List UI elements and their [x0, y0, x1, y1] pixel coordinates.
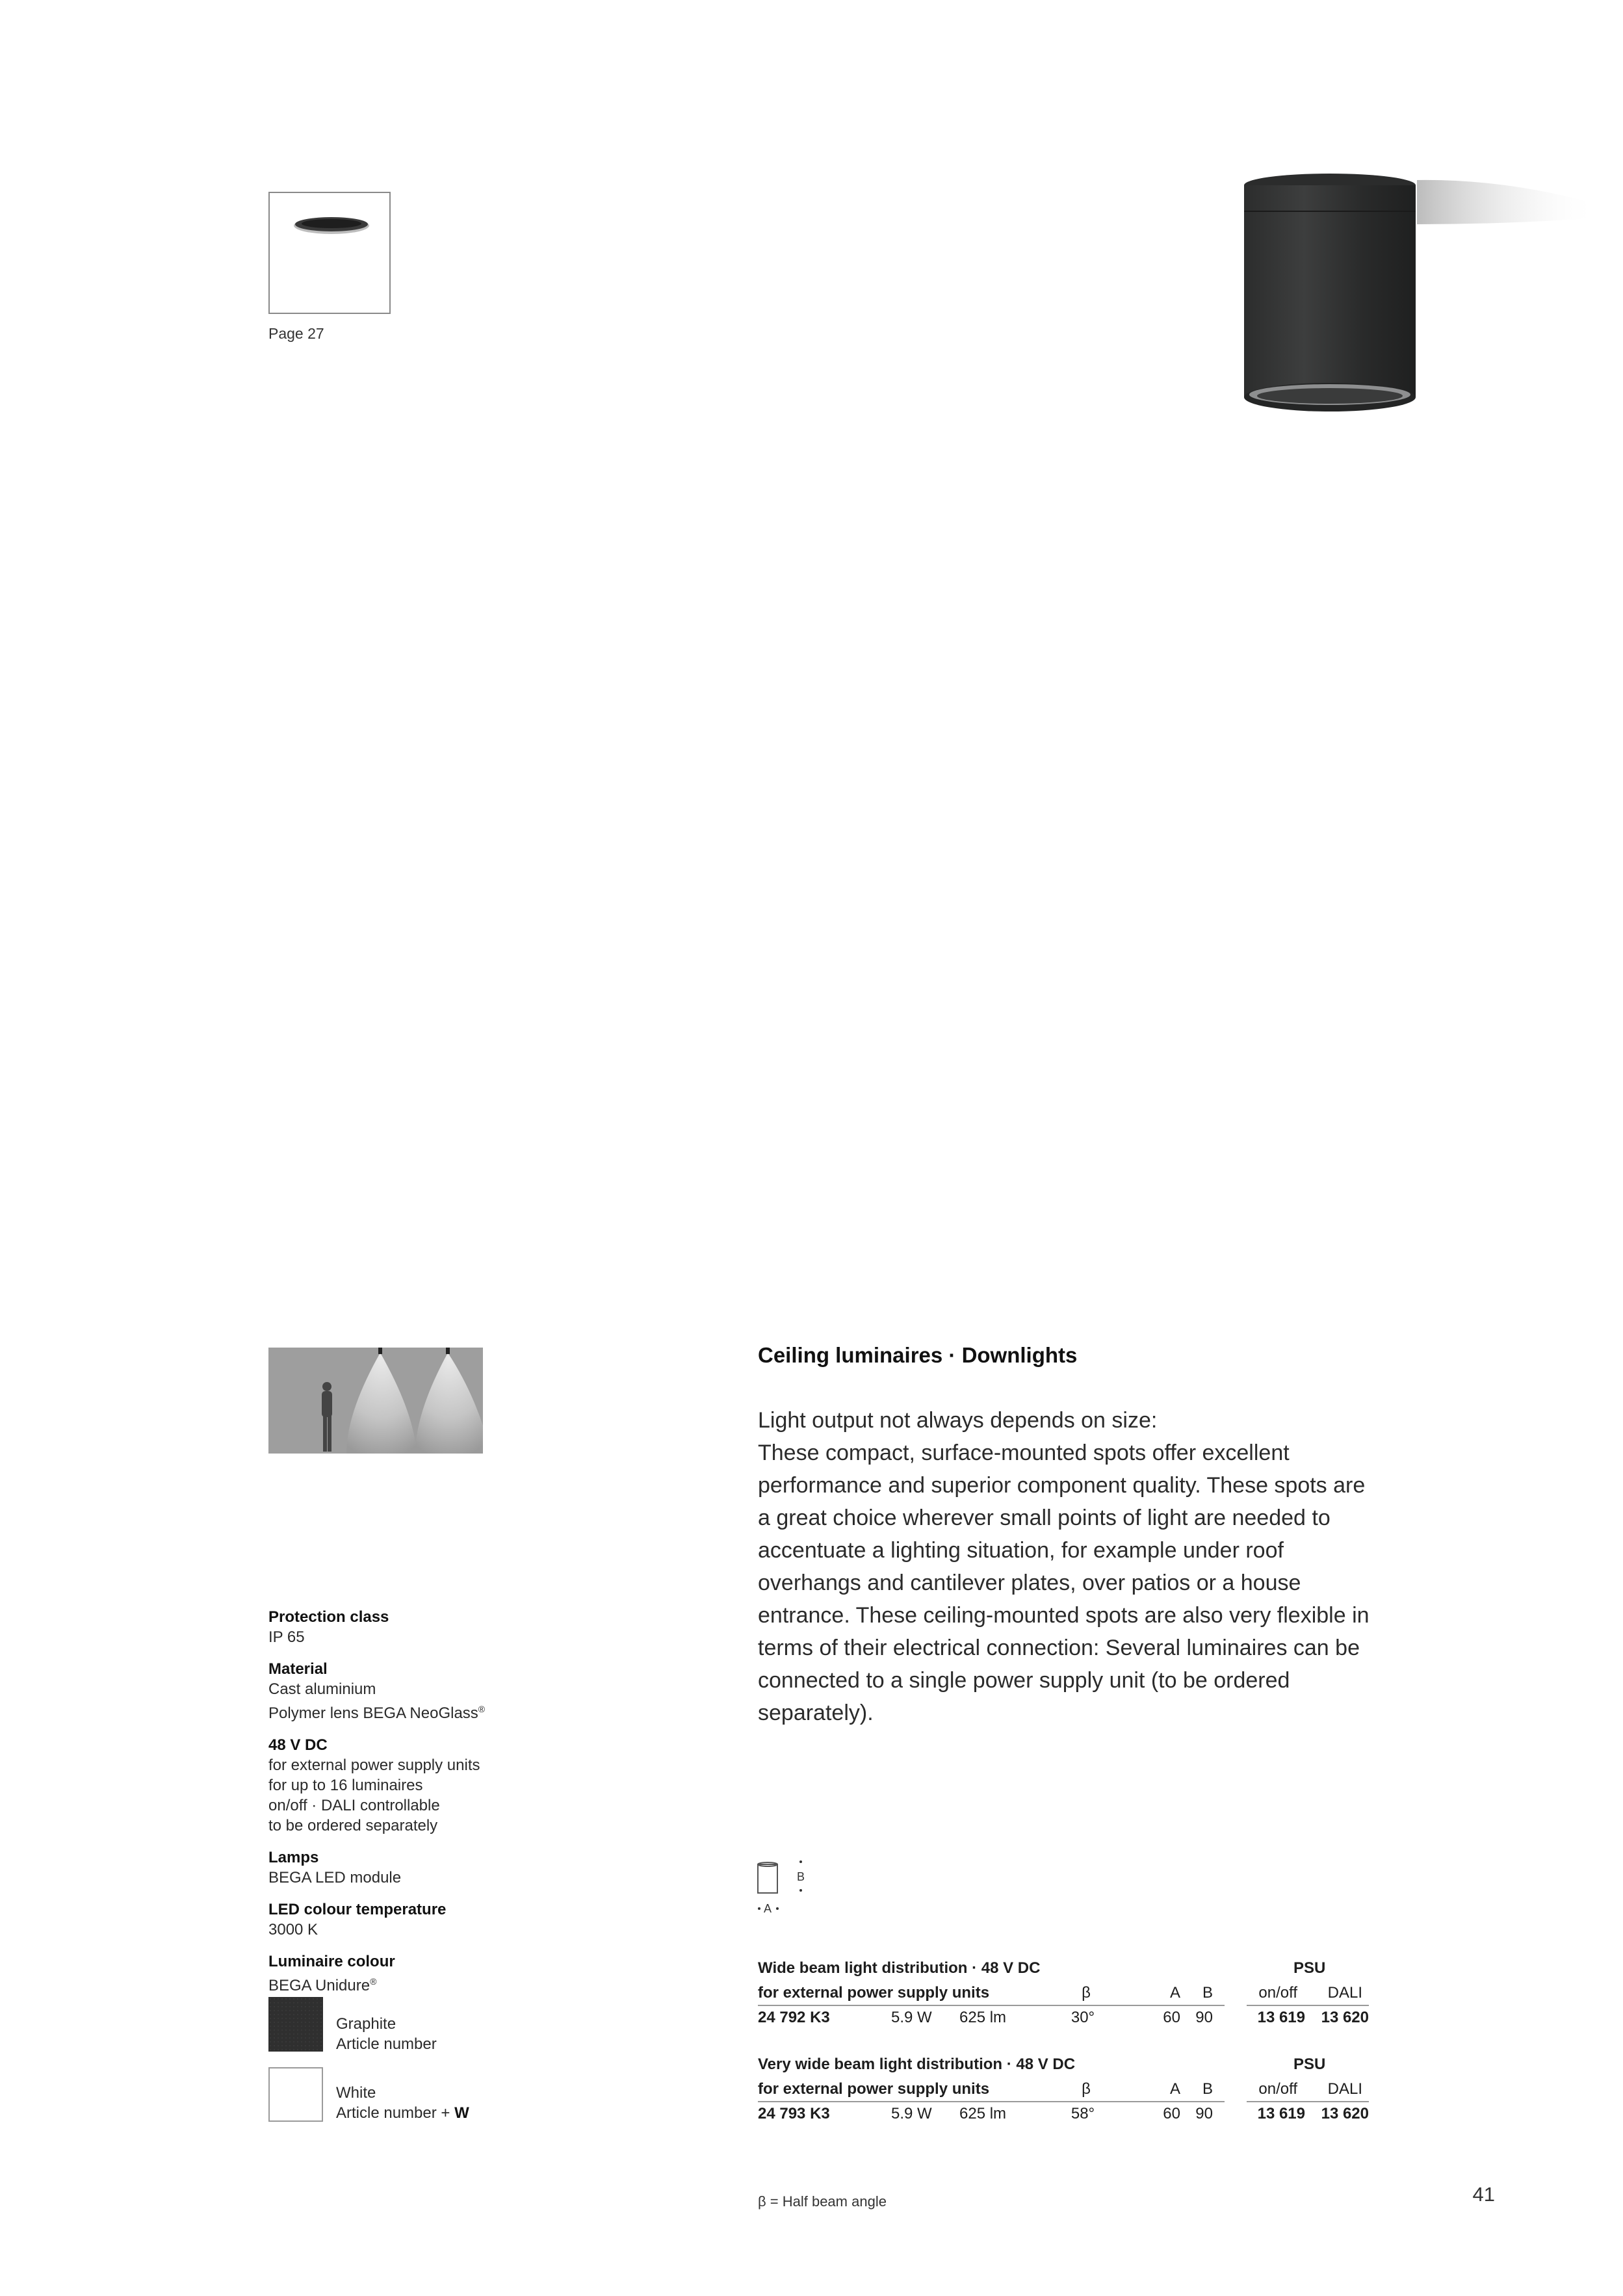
graphite-swatch-label	[336, 2014, 437, 2054]
col-dali: DALI	[1327, 2080, 1362, 2098]
graphite-swatch	[268, 1997, 323, 2052]
spec-label: 48 V DC	[268, 1736, 328, 1754]
col-b: B	[1202, 1984, 1213, 2002]
col-onoff: on/off	[1258, 1984, 1297, 2002]
article-table-very-wide-beam	[758, 2053, 1371, 2127]
article-table-wide-beam	[758, 1957, 1371, 2031]
power: 5.9 W	[891, 2105, 932, 2122]
intro-body: These compact, surface-mounted spots offer excellent performance and superior component quality. These spots are a great choice wherever small points of light are needed to accentuate a lighting situation, for example under roof overhangs and cantilever plates, over patios or a house entrance. These ceiling-mounted spots are also very flexible in terms of their electrical connection: Several luminaires can be connected to a single power supply unit (to be ordered separately).	[758, 1441, 1370, 1725]
table-row	[758, 2006, 1371, 2031]
white-swatch-label	[336, 2083, 469, 2123]
article-number: 24 793 K3	[758, 2105, 830, 2122]
footnote: β = Half beam angle	[758, 2193, 887, 2210]
specifications	[268, 1607, 541, 2007]
dimension-diagram-icon	[755, 1857, 807, 1922]
spec-label: LED colour temperature	[268, 1901, 447, 1918]
application-illustration	[268, 1348, 483, 1454]
dim-b: 90	[1195, 2009, 1213, 2026]
table-subtitle: for external power supply units	[758, 2080, 990, 2098]
spec-label: Material	[268, 1660, 328, 1678]
spec-value: to be ordered separately	[268, 1817, 438, 1834]
table-header-row	[758, 1981, 1371, 2006]
spec-protection	[268, 1607, 541, 1647]
section-heading: Ceiling luminaires · Downlights	[758, 1343, 1078, 1367]
swatch-article: Article number	[336, 2035, 437, 2053]
psu-onoff-article: 13 619	[1257, 2105, 1305, 2122]
table-subtitle: for external power supply units	[758, 1984, 990, 2002]
registered-mark: ®	[370, 1976, 377, 1987]
spec-value: for up to 16 luminaires	[268, 1777, 423, 1794]
spec-lamps	[268, 1847, 541, 1888]
luminous-flux: 625 lm	[959, 2105, 1007, 2122]
psu-onoff-article: 13 619	[1257, 2009, 1305, 2026]
article-number: 24 792 K3	[758, 2009, 830, 2026]
spec-value: IP 65	[268, 1628, 305, 1646]
col-onoff: on/off	[1258, 2080, 1297, 2098]
spec-value	[268, 1699, 541, 1723]
spec-value-text: BEGA Unidure	[268, 1977, 370, 1994]
table-title: Wide beam light distribution · 48 V DC	[758, 1959, 1041, 1977]
spec-material	[268, 1659, 541, 1723]
page-number: 41	[1472, 2183, 1495, 2206]
spec-value: for external power supply units	[268, 1756, 480, 1774]
psu-heading: PSU	[1293, 1959, 1326, 1977]
spec-value-text: Polymer lens BEGA NeoGlass	[268, 1704, 478, 1722]
spec-value: BEGA LED module	[268, 1869, 402, 1886]
intro-text	[758, 1404, 1382, 1729]
col-b: B	[1202, 2080, 1213, 2098]
table-title-row	[758, 2053, 1371, 2078]
col-dali: DALI	[1327, 1984, 1362, 2002]
dim-a: 60	[1163, 2009, 1180, 2026]
related-product-thumbnail[interactable]	[268, 192, 391, 314]
swatch-article-text: Article number +	[336, 2104, 450, 2122]
spec-value: 3000 K	[268, 1921, 318, 1938]
psu-heading: PSU	[1293, 2055, 1326, 2073]
spec-power	[268, 1735, 541, 1836]
col-beta: β	[1082, 2080, 1091, 2098]
beam-angle: 58°	[1071, 2105, 1095, 2122]
spec-label: Lamps	[268, 1849, 319, 1866]
swatch-article	[336, 2103, 469, 2123]
spec-label: Protection class	[268, 1608, 389, 1626]
recessed-downlight-image	[270, 193, 389, 313]
spec-colour	[268, 1951, 541, 1996]
luminous-flux: 625 lm	[959, 2009, 1007, 2026]
psu-dali-article: 13 620	[1321, 2105, 1369, 2122]
col-a: A	[1169, 2080, 1180, 2098]
psu-dali-article: 13 620	[1321, 2009, 1369, 2026]
spec-temperature	[268, 1899, 541, 1940]
page-reference[interactable]: Page 27	[268, 325, 324, 342]
product-image	[1235, 166, 1599, 426]
col-beta: β	[1082, 1984, 1091, 2002]
spec-value	[268, 1972, 541, 1996]
swatch-name: Graphite	[336, 2015, 396, 2033]
dimension-a-label: A	[764, 1902, 772, 1915]
table-header-row	[758, 2078, 1371, 2102]
spec-label: Luminaire colour	[268, 1953, 395, 1970]
spec-value: on/off · DALI controllable	[268, 1797, 440, 1814]
white-swatch	[268, 2067, 323, 2122]
table-title: Very wide beam light distribution · 48 V DC	[758, 2055, 1076, 2073]
registered-mark: ®	[478, 1704, 486, 1714]
power: 5.9 W	[891, 2009, 932, 2026]
intro-lead: Light output not always depends on size:	[758, 1408, 1158, 1433]
dim-a: 60	[1163, 2105, 1180, 2122]
swatch-suffix: W	[454, 2104, 469, 2122]
table-row	[758, 2102, 1371, 2127]
spec-value: Cast aluminium	[268, 1680, 376, 1698]
swatch-name: White	[336, 2084, 376, 2102]
col-a: A	[1169, 1984, 1180, 2002]
table-title-row	[758, 1957, 1371, 1981]
dim-b: 90	[1195, 2105, 1213, 2122]
dimension-b-label: B	[797, 1870, 805, 1883]
beam-angle: 30°	[1071, 2009, 1095, 2026]
